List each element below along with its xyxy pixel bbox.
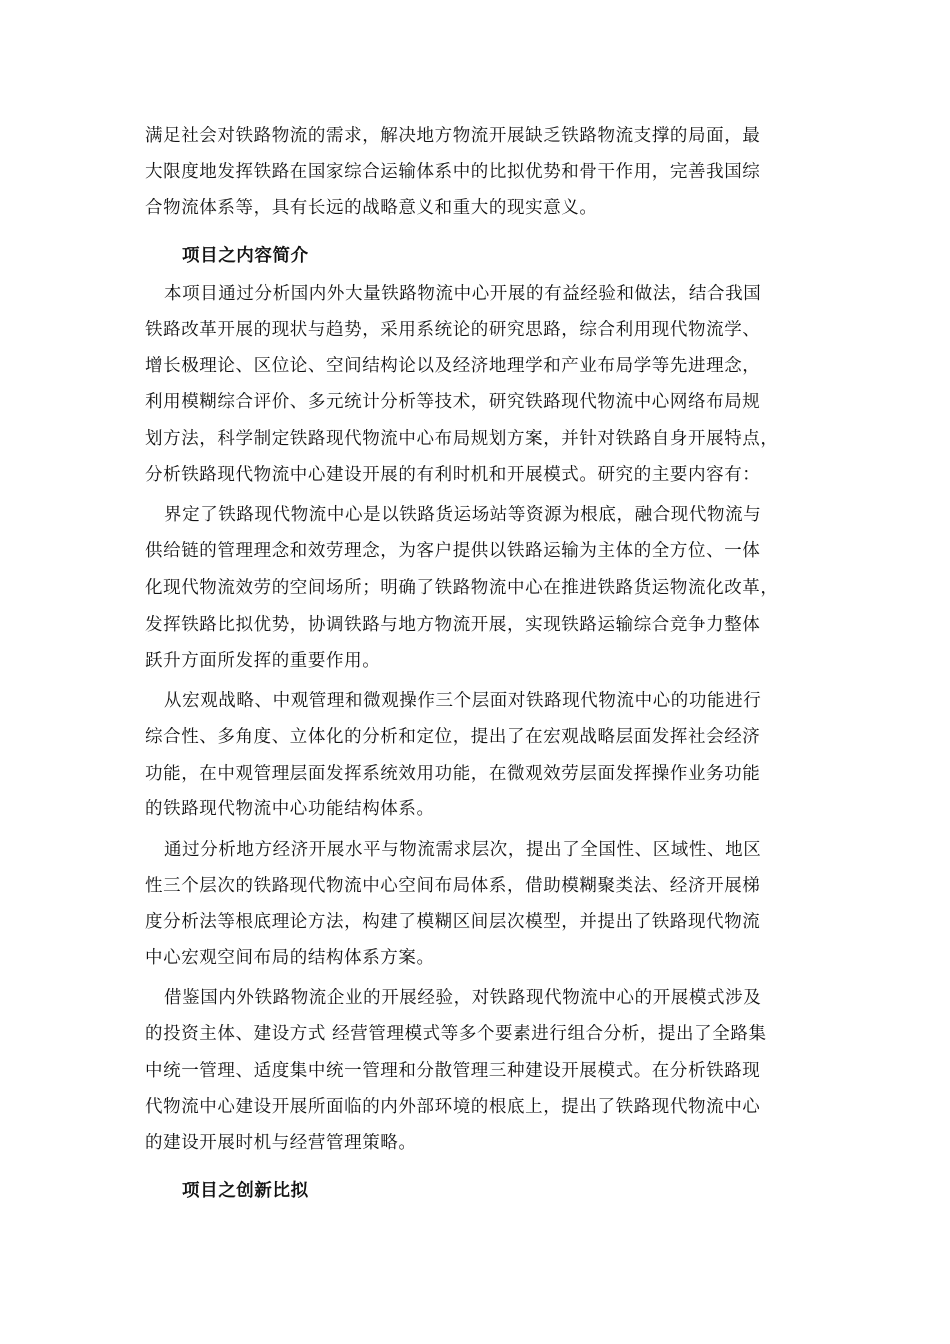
para5-line-2: 的投资主体、建设方式 经营管理模式等多个要素进行组合分析，提出了全路集 <box>145 1024 767 1044</box>
intro-line-2: 大限度地发挥铁路在国家综合运输体系中的比拟优势和骨干作用，完善我国综 <box>145 162 761 182</box>
para2-line-4: 发挥铁路比拟优势，协调铁路与地方物流开展，实现铁路运输综合竞争力整体 <box>145 615 761 635</box>
para2-line-2: 供给链的管理理念和效劳理念，为客户提供以铁路运输为主体的全方位、一体 <box>145 541 761 561</box>
para5-line-5: 的建设开展时机与经营管理策略。 <box>145 1133 417 1153</box>
intro-line-3: 合物流体系等，具有长远的战略意义和重大的现实意义。 <box>145 198 598 218</box>
para3-line-4: 的铁路现代物流中心功能结构体系。 <box>145 799 435 819</box>
para2-line-1: 界定了铁路现代物流中心是以铁路货运场站等资源为根底，融合现代物流与 <box>164 505 762 525</box>
para1-line-6: 分析铁路现代物流中心建设开展的有利时机和开展模式。研究的主要内容有： <box>145 465 761 485</box>
para3-line-3: 功能，在中观管理层面发挥系统效用功能，在微观效劳层面发挥操作业务功能 <box>145 764 761 784</box>
para4-line-2: 性三个层次的铁路现代物流中心空间布局体系，借助模糊聚类法、经济开展梯 <box>145 876 761 896</box>
para1-line-5: 划方法，科学制定铁路现代物流中心布局规划方案，并针对铁路自身开展特点， <box>145 429 779 449</box>
para5-line-3: 中统一管理、适度集中统一管理和分散管理三种建设开展模式。在分析铁路现 <box>145 1061 761 1081</box>
para5-line-4: 代物流中心建设开展所面临的内外部环境的根底上，提出了铁路现代物流中心 <box>145 1097 761 1117</box>
section-heading-content: 项目之内容简介 <box>182 246 309 266</box>
intro-line-1: 满足社会对铁路物流的需求，解决地方物流开展缺乏铁路物流支撑的局面，最 <box>145 126 761 146</box>
para4-line-3: 度分析法等根底理论方法，构建了模糊区间层次模型，并提出了铁路现代物流 <box>145 912 761 932</box>
para1-line-3: 增长极理论、区位论、空间结构论以及经济地理学和产业布局学等先进理念， <box>145 356 761 376</box>
section-heading-innovation: 项目之创新比拟 <box>182 1181 309 1201</box>
para2-line-3: 化现代物流效劳的空间场所；明确了铁路物流中心在推进铁路货运物流化改革， <box>145 578 779 598</box>
para3-line-1: 从宏观战略、中观管理和微观操作三个层面对铁路现代物流中心的功能进行 <box>164 691 762 711</box>
para2-line-5: 跃升方面所发挥的重要作用。 <box>145 651 381 671</box>
para4-line-4: 中心宏观空间布局的结构体系方案。 <box>145 948 435 968</box>
para1-line-1: 本项目通过分析国内外大量铁路物流中心开展的有益经验和做法，结合我国 <box>164 284 762 304</box>
para3-line-2: 综合性、多角度、立体化的分析和定位，提出了在宏观战略层面发挥社会经济 <box>145 727 761 747</box>
para4-line-1: 通过分析地方经济开展水平与物流需求层次，提出了全国性、区域性、地区 <box>164 840 762 860</box>
para5-line-1: 借鉴国内外铁路物流企业的开展经验，对铁路现代物流中心的开展模式涉及 <box>164 988 762 1008</box>
para1-line-4: 利用模糊综合评价、多元统计分析等技术，研究铁路现代物流中心网络布局规 <box>145 392 761 412</box>
para1-line-2: 铁路改革开展的现状与趋势，采用系统论的研究思路，综合利用现代物流学、 <box>145 320 761 340</box>
